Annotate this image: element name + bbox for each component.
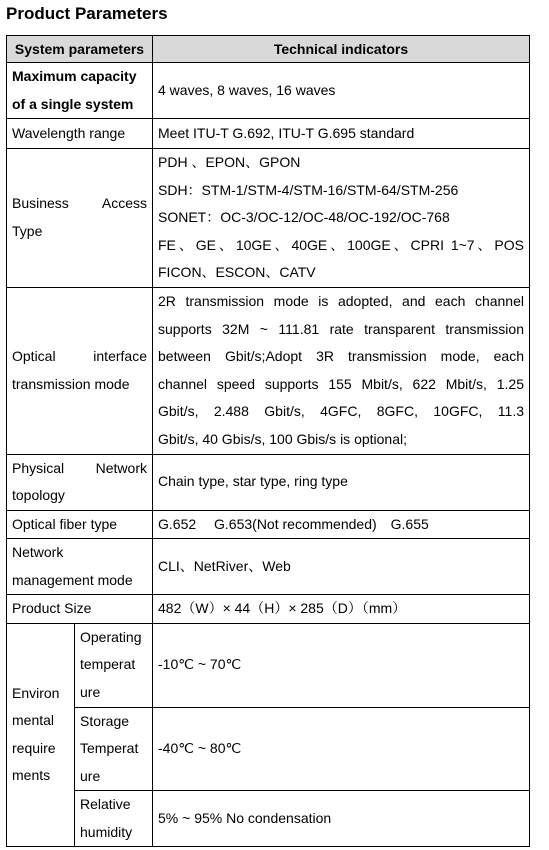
- param-value: 2R transmission mode is adopted, and each channel supports 32M ~ 111.81 rate transparent transmission between Gbit/s;Adopt 3R transmission mode, each channel speed supports 155 Mbit/s, 622 Mbit/s, 1.25 Gbit/s, 2.488 Gbit/s, 4GFC, 8GFC, 10GFC, 11.3 Gbit/s, 40 Gbis/s, 100 Gbis/s is optional;: [153, 287, 530, 454]
- param-value: 4 waves, 8 waves, 16 waves: [153, 63, 530, 119]
- storage-temperature-label: Storage Temperat ure: [75, 707, 153, 791]
- table-row: [7, 454, 530, 510]
- param-value: PDH 、EPON、GPON SDH：STM-1/STM-4/STM-16/STM-64/STM-256 SONET：OC-3/OC-12/OC-48/OC-192/OC-768 FE、GE、10GE、40GE、100GE、CPRI 1~7、POS FICON、ESCON、CATV: [153, 149, 530, 288]
- table-row: [7, 119, 530, 149]
- table-row: [7, 595, 530, 624]
- param-label: Wavelength range: [7, 119, 153, 149]
- param-value: G.652 G.653(Not recommended) G.655: [153, 510, 530, 539]
- table-row: [7, 149, 530, 288]
- operating-temperature-label: Operating temperat ure: [75, 623, 153, 707]
- param-label: Optical interface transmission mode: [7, 287, 153, 454]
- param-label: Network management mode: [7, 539, 153, 595]
- table-row: [7, 623, 530, 707]
- environment-label: Environ mental require ments: [7, 623, 75, 847]
- page-title: Product Parameters: [6, 4, 168, 23]
- header-system-parameters: System parameters: [7, 36, 153, 63]
- param-value: Chain type, star type, ring type: [153, 454, 530, 510]
- table-row: [7, 510, 530, 539]
- table-header-row: [7, 36, 530, 63]
- relative-humidity-label: Relative humidity: [75, 791, 153, 847]
- param-label: Optical fiber type: [7, 510, 153, 539]
- param-label: Physical Network topology: [7, 454, 153, 510]
- param-label: Product Size: [7, 595, 153, 624]
- param-value: Meet ITU-T G.692, ITU-T G.695 standard: [153, 119, 530, 149]
- table-row: [7, 63, 530, 119]
- table-row: [7, 707, 530, 791]
- param-label: Business Access Type: [7, 149, 153, 288]
- param-label: Maximum capacity of a single system: [7, 63, 153, 119]
- relative-humidity-value: 5% ~ 95% No condensation: [153, 791, 530, 847]
- param-value: 482（W）× 44（H）× 285（D）（mm）: [153, 595, 530, 624]
- table-row: [7, 539, 530, 595]
- storage-temperature-value: -40℃ ~ 80℃: [153, 707, 530, 791]
- operating-temperature-value: -10℃ ~ 70℃: [153, 623, 530, 707]
- product-parameters-table: [6, 35, 530, 847]
- param-value: CLI、NetRiver、Web: [153, 539, 530, 595]
- table-row: [7, 287, 530, 454]
- table-row: [7, 791, 530, 847]
- header-technical-indicators: Technical indicators: [153, 36, 530, 63]
